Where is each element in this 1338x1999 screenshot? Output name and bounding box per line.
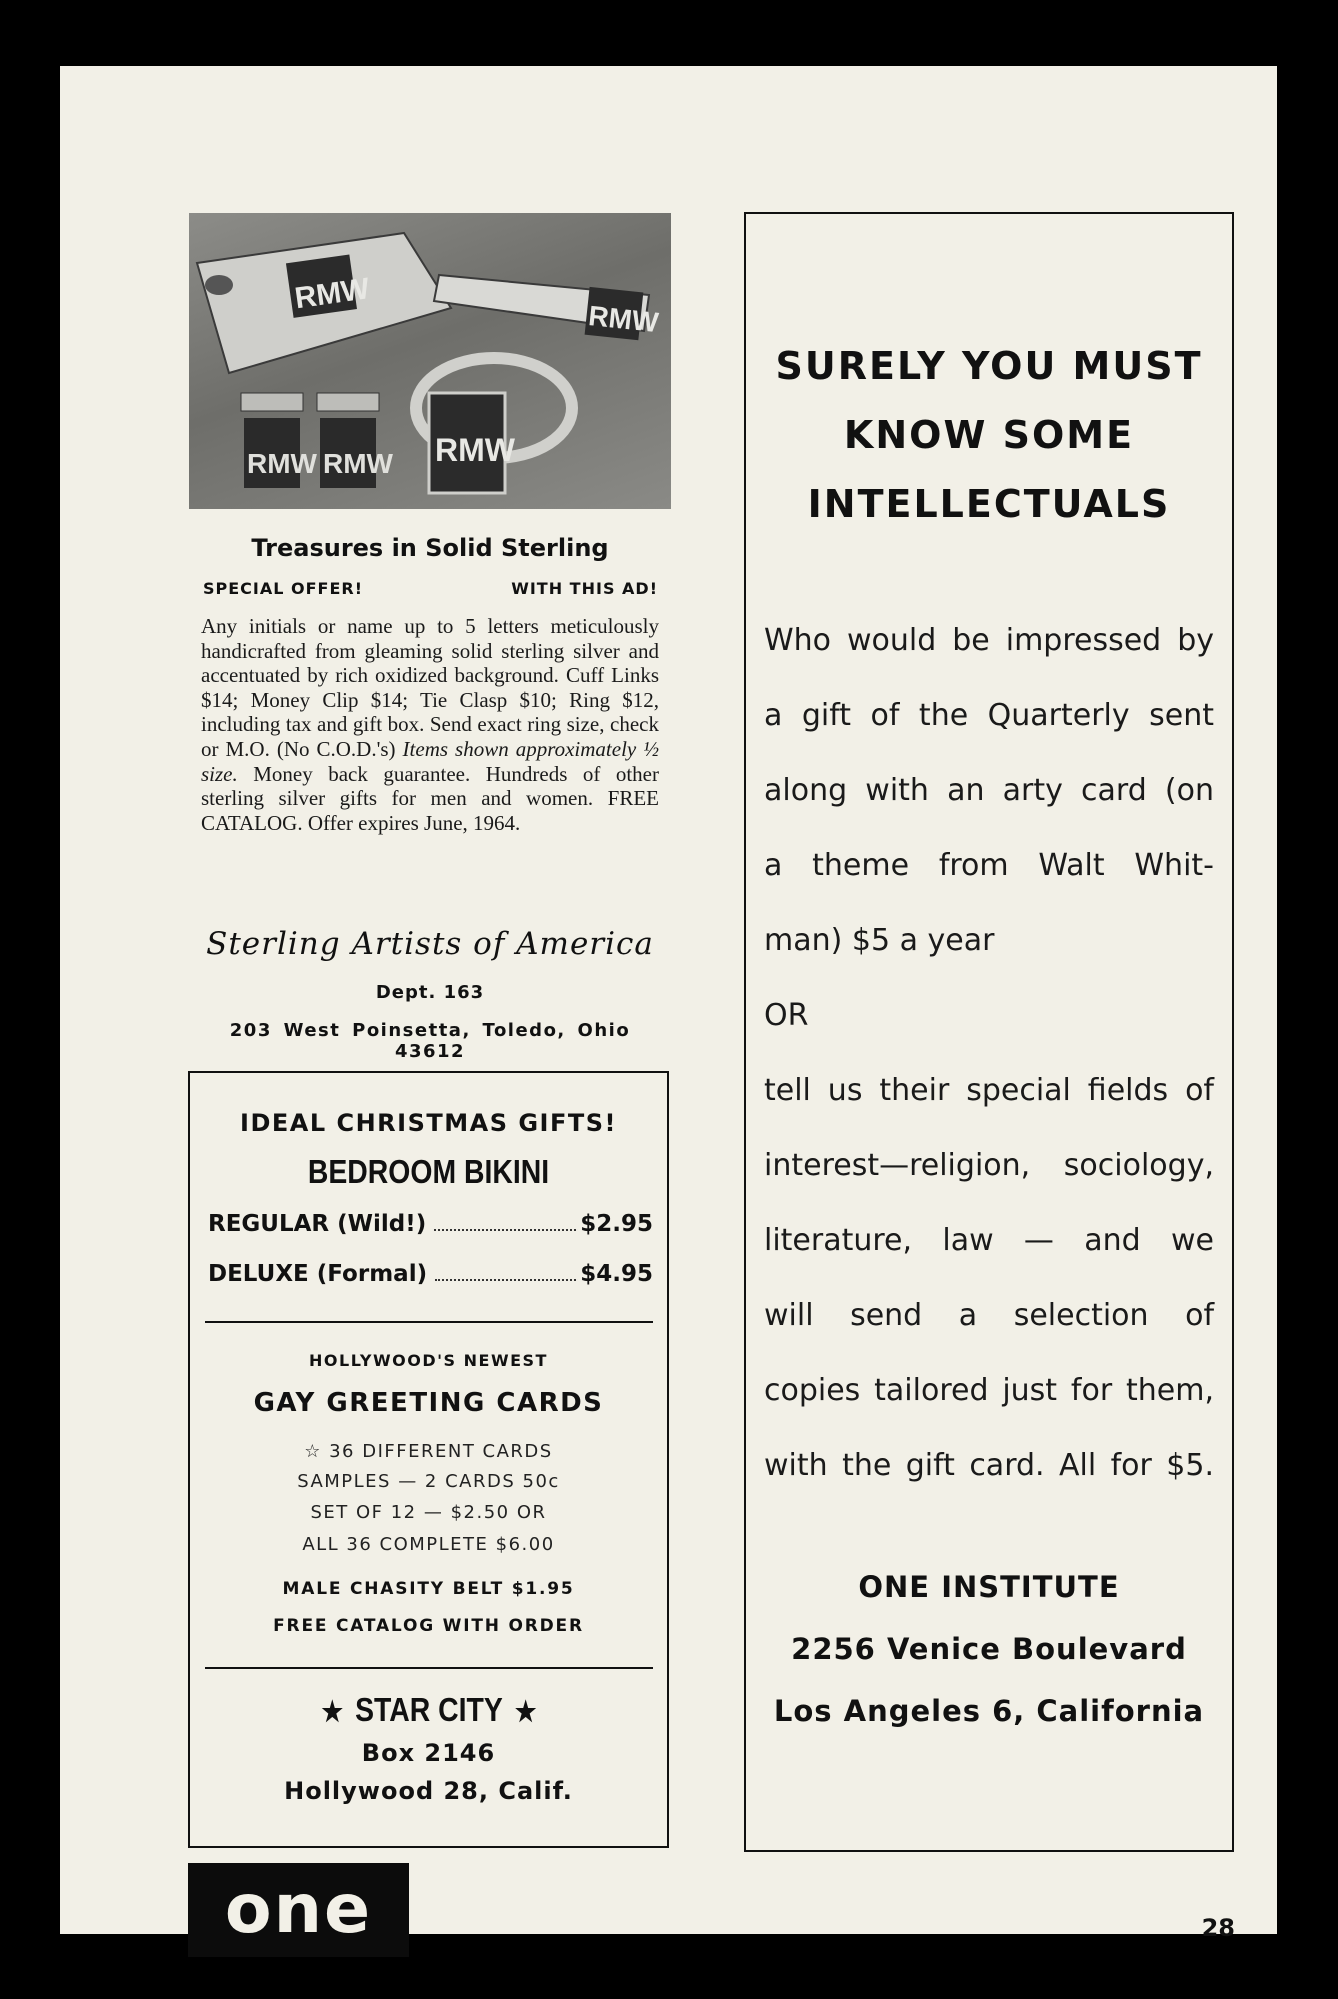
one-magazine-logo: one	[188, 1863, 409, 1957]
org-street: 2256 Venice Boulevard	[791, 1632, 1187, 1666]
org-name: ONE INSTITUTE	[858, 1570, 1120, 1604]
sterling-ad-body	[201, 614, 659, 835]
cufflink-left-monogram: RMW	[247, 448, 317, 479]
star-city-name	[190, 1691, 667, 1729]
pitch-line: a gift of the Quarterly sent	[764, 698, 1214, 733]
card-line: ☆ 36 DIFFERENT CARDS	[304, 1441, 553, 1462]
pitch-line: Who would be impressed by	[764, 623, 1214, 658]
pitch-line: copies tailored just for them,	[764, 1373, 1214, 1408]
sterling-artists-signature: Sterling Artists of America	[206, 926, 654, 962]
page-number: 28	[1201, 1914, 1235, 1942]
card-line: ALL 36 COMPLETE $6.00	[302, 1534, 555, 1555]
clip-monogram: RMW	[292, 272, 372, 316]
sterling-body-italic: Items shown approximately ½ size.	[201, 736, 659, 786]
pitch-line: will send a selection of	[764, 1298, 1214, 1333]
star-city-box: Box 2146	[361, 1739, 496, 1767]
headline-line: SURELY YOU MUST	[775, 344, 1203, 388]
star-city-ad	[188, 1071, 669, 1848]
headline-line: KNOW SOME	[843, 413, 1135, 457]
divider	[205, 1667, 653, 1669]
one-institute-ad	[744, 212, 1234, 1852]
price-label: REGULAR (Wild!)	[208, 1211, 427, 1237]
hollywood-newest: HOLLYWOOD'S NEWEST	[309, 1351, 548, 1370]
pitch-line: tell us their special fields of	[764, 1073, 1214, 1108]
price-value: $2.95	[580, 1211, 653, 1237]
bedroom-bikini-title: BEDROOM BIKINI	[307, 1153, 550, 1190]
pitch-line: with the gift card. All for $5.	[764, 1448, 1214, 1483]
divider	[205, 1321, 653, 1323]
ring-monogram: RMW	[435, 432, 515, 468]
star-icon: ★	[321, 1696, 343, 1727]
headline	[746, 332, 1232, 539]
pitch-line: OR	[764, 998, 809, 1033]
clasp-monogram: RMW	[587, 299, 660, 339]
sterling-ad-title: Treasures in Solid Sterling	[251, 534, 609, 562]
price-value: $4.95	[580, 1261, 653, 1287]
star-city-location: Hollywood 28, Calif.	[284, 1777, 573, 1805]
cufflink-right-monogram: RMW	[323, 448, 393, 479]
star-city-label: STAR CITY	[354, 1691, 503, 1728]
price-label: DELUXE (Formal)	[208, 1261, 428, 1287]
card-line: SAMPLES — 2 CARDS 50c	[297, 1471, 560, 1492]
sterling-address: 203 West Poinsetta, Toledo, Ohio 43612	[229, 1020, 631, 1062]
jewelry-illustration	[189, 213, 671, 509]
special-offer-label: SPECIAL OFFER!	[203, 579, 364, 598]
sterling-body-part1: Any initials or name up to 5 letters meticulously handicrafted from gleaming solid sterling silver and accentuated by rich oxidized background. Cuff Links $14; Money Clip $14; Tie Clasp $10; Ring $12, including tax and gift box. Send exact ring size, check or M.O. (No C.O.D.'s)	[201, 614, 659, 761]
pitch-line: along with an arty card (on	[764, 773, 1214, 808]
with-this-ad-label: WITH THIS AD!	[511, 579, 658, 598]
sterling-body-part2: Money back guarantee. Hundreds of other sterling silver gifts for men and women. FREE CATALOG. Offer expires June, 1964.	[201, 761, 659, 835]
pitch-line: interest—religion, sociology,	[764, 1148, 1214, 1183]
pitch-line: man) $5 a year	[764, 923, 995, 958]
leader-dots	[434, 1229, 576, 1231]
pitch-line: a theme from Walt Whit-	[764, 848, 1214, 883]
jewelry-photo	[189, 213, 671, 509]
greeting-cards-title: GAY GREETING CARDS	[253, 1388, 604, 1418]
price-row-deluxe	[208, 1261, 653, 1287]
pitch-text	[764, 603, 1214, 1503]
star-icon: ★	[514, 1696, 536, 1727]
magazine-page	[60, 66, 1277, 1949]
christmas-gifts-heading: IDEAL CHRISTMAS GIFTS!	[240, 1109, 617, 1137]
chastity-belt-offer: MALE CHASITY BELT $1.95	[282, 1579, 575, 1599]
card-line: SET OF 12 — $2.50 OR	[310, 1502, 547, 1523]
price-row-regular	[208, 1211, 653, 1237]
free-catalog-note: FREE CATALOG WITH ORDER	[273, 1616, 584, 1636]
org-city: Los Angeles 6, California	[773, 1694, 1205, 1728]
pitch-line: literature, law — and we	[764, 1223, 1214, 1258]
sterling-dept: Dept. 163	[375, 982, 485, 1003]
headline-line: INTELLECTUALS	[807, 482, 1171, 526]
leader-dots	[435, 1279, 576, 1281]
